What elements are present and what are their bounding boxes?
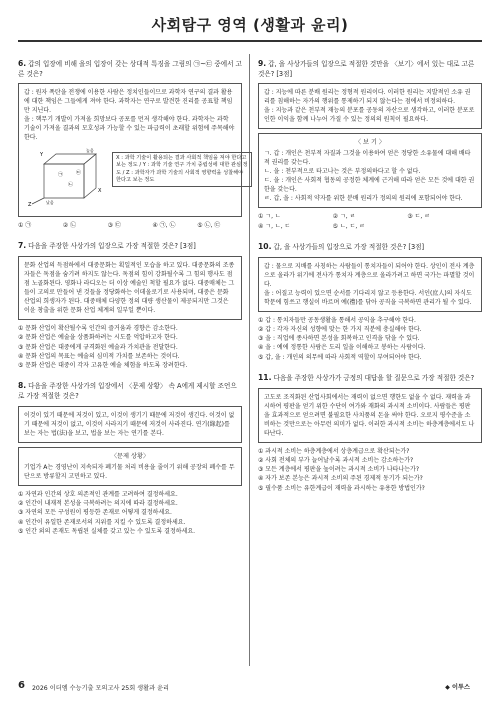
page-number: 6: [18, 680, 25, 691]
bogi-item: ㄱ. 갑 : 개인은 천부적 자질과 그것을 이용하여 얻은 정당한 소유물에 대해 배타적 권리를 갖는다.: [264, 150, 471, 167]
option-1[interactable]: ① 과시적 소비는 하층계층에서 상층계급으로 확산되는가?: [258, 447, 410, 455]
bogi-item: ㄴ. 을 : 천부적으로 타고나는 것은 부정의하다고 할 수 없다.: [264, 168, 421, 176]
page-footer: [0, 676, 500, 702]
passage-gap: 갑 : 지능에 따른 분배 원리는 정형적 원리이다. 이러한 원리는 지발적인 소유 권리를 침해하는 자가의 행위를 통제하기 되지 않는다는 점에서 비정의하다.: [264, 89, 471, 106]
option-2[interactable]: ② 문화 산업은 예술을 상품화하려는 시도를 억압하고자 한다.: [18, 334, 178, 342]
answer-options: [258, 316, 482, 362]
passage-eul: 을 : 핵무기 개발이 가져올 희망보다 공포를 먼저 생각해야 한다. 과학자는 과학 기술이 가져올 결과의 모호성과 가능할 수 있는 파급력이 초래할 위험에 주목해야 한다.: [24, 116, 235, 142]
option-5[interactable]: ⑤ 필수품 소비는 유한계급이 재력을 과시하는 유용한 방법인가?: [258, 484, 425, 492]
page-title: 사회탐구 영역 (생활과 윤리): [151, 16, 349, 34]
axis-label-z: Z: [28, 202, 32, 209]
page-header: [0, 0, 500, 48]
diagram-point-3: ㉢: [76, 170, 82, 177]
question-6: [18, 58, 248, 230]
answer-options: [18, 221, 242, 230]
passage-gap: 갑 : 원자 폭탄을 전쟁에 이용한 사람은 정치인들이므로 과학자 연구의 결과 활용에 대한 책임은 그들에게 져야 한다. 과학자는 연구로 발견한 진리를 공표할 책임만 지닌다.: [24, 89, 233, 115]
axis-label-x: X: [98, 188, 102, 195]
passage-box: [18, 83, 248, 217]
question-number: 6.: [18, 59, 27, 68]
option-2[interactable]: ② 갑 : 각자 자신의 성향에 맞는 한 가지 직분에 충실해야 한다.: [258, 325, 422, 333]
problem-title: 〈문제 상황〉: [110, 452, 150, 460]
diagram-label-low: 낮음: [46, 200, 54, 206]
option-5[interactable]: ⑤ ㉡, ㉢: [197, 222, 221, 230]
option-4[interactable]: ④ ㉠, ㉡: [152, 222, 176, 230]
question-number: 8.: [18, 381, 27, 391]
option-1[interactable]: ① 문화 산업이 확산될수록 인간의 즐거움과 경향은 감소한다.: [18, 324, 178, 332]
option-3[interactable]: ③ ㉢: [107, 222, 121, 230]
answer-options: [258, 447, 482, 493]
option-3[interactable]: ③ 문화 산업은 대중에게 규격화된 예술과 가치관을 전달한다.: [18, 343, 178, 351]
problem-box: [18, 447, 242, 486]
header-rule: [18, 40, 482, 42]
question-9: [258, 58, 482, 231]
option-1[interactable]: ① ㄱ, ㄴ: [258, 213, 281, 221]
question-10: [258, 241, 482, 362]
option-4[interactable]: ④ 문화 산업의 목표는 예술의 심미적 가치를 보존하는 것이다.: [18, 352, 180, 360]
question-number: 10.: [258, 241, 272, 251]
passage-box: [258, 83, 482, 129]
exam-name: 2026 이더엠 수능기출 모의고사 25회 생활과 윤리: [32, 685, 170, 692]
option-5[interactable]: ⑤ ㄴ, ㄷ, ㄹ: [332, 222, 365, 230]
question-7: [18, 240, 242, 370]
option-2[interactable]: ② ㉡: [62, 222, 77, 230]
question-number: 9.: [258, 59, 267, 68]
option-4[interactable]: ④ 을 : 예에 정통한 사람은 도리 일을 이해하고 봉하는 사람이다.: [258, 344, 426, 352]
question-text: 다음을 주장한 사상가의 입장에서 〈문제 상황〉 속 A에게 제시할 조언으로 가장 적절한 것은?: [18, 382, 237, 400]
option-1[interactable]: ① 갑 : 통치자들만 공동생활을 통해서 공익을 추구해야 한다.: [258, 316, 416, 324]
left-column: [18, 58, 248, 546]
cube-diagram: [24, 146, 109, 208]
passage-box: 문화 산업의 득점하에서 대중문화는 획일적인 모습을 하고 있다. 대중문화의 조종자들은 독점을 숨기려 하지도 않는다. 독점의 힘이 강화될수록 그 힘의 행사도 점점 노골화된다. 영화나 라디오는 더 이상 예술인 척할 필요가 없다. 대중매체는 그들이 고의로 만들어 낸 것들을 정당화하는 이데올로기로 사용되며, 대중은 문화 산업의 희생자가 된다. 대중매체 다양한 정의 대량 생산물이 제공되지만 그것은 이윤 창출을 위한 문화 산업 체계의 일부일 뿐이다.: [18, 256, 242, 320]
right-column: [258, 58, 482, 503]
passage-box: 고도로 조직화된 산업사회에서는 재력이 없으면 행한도 없을 수 없다. 재력을 과시하여 평판을 얻기 위한 수단이 여가와 재화의 과시적 소비이다. 사람들은 평판을 효과적으로 얻으려면 불필요한 사치품의 돈을 써야 한다. 오로지 평수준을 소비하는 것만으로는 아무런 의미가 없다. 이러한 과시적 소비는 하층계층에서도 나타난다.: [258, 388, 482, 443]
option-4[interactable]: ④ 인간이 유일한 존재로서의 지위를 지킬 수 있도록 결정하세요.: [18, 518, 186, 526]
passage-box: [258, 257, 482, 312]
answer-options: [258, 212, 482, 231]
option-3[interactable]: ③ ㄷ, ㄹ: [407, 213, 431, 221]
question-text: 다음을 주장한 사상가의 입장으로 가장 적절한 것은? [3점]: [28, 242, 196, 251]
question-11: [258, 372, 482, 493]
option-2[interactable]: ② 인간이 내재적 본성을 극복하려는 의지에 따라 결정하세요.: [18, 500, 178, 508]
diagram-legend: X : 과학 기술이 활용되는 결과 사회적 책임을 져야 한다고 보는 정도 / Y : 과학 기술 연구 가치 중립성에 대한 관심 정도 / Z : 과학자가 과학 기술의 사회적 영향력을 성찰해야 한다고 보는 정도: [112, 152, 252, 187]
bogi-title: 〈 보 기 〉: [354, 139, 386, 147]
axis-label-y: Y: [40, 152, 44, 159]
diagram-point-2: ㉡: [68, 182, 74, 189]
option-3[interactable]: ③ 을 : 직업에 종사하면 본성을 회복하고 인격을 닦을 수 있다.: [258, 335, 420, 343]
option-3[interactable]: ③ 자연의 모든 구성원이 평등한 존재로 어떻게 결정하세요.: [18, 509, 172, 517]
passage-gap: 갑 : 물으로 지배를 사칭하는 사람들이 통치자들이 되어야 한다. 상인이 전사 계층으로 올라가 위기에 전사가 통치자 계층으로 올라가려고 하면 국가는 파멸할 것이다.: [264, 262, 475, 288]
passage-eul: 을 : 지능과 같은 천부적 재능의 분포를 공동의 자산으로 생각하고, 이러한 분포로 인한 이익을 함께 나누어 가질 수 있는 정의의 원칙이 필요하다.: [264, 107, 475, 124]
question-8: [18, 380, 242, 536]
bogi-item: ㄹ. 갑, 을 : 사회적 약자를 위한 분배 원리가 정의의 원리에 포함되어야 한다.: [264, 195, 463, 203]
brand-logo: ◆ 이투스: [445, 684, 470, 691]
bogi-box: [258, 133, 482, 208]
option-1[interactable]: ① 자연과 인간의 상호 의존적인 관계를 고려하여 결정하세요.: [18, 490, 178, 498]
problem-text: 기업가 A는 경영난이 지속되자 폐기물 처리 비용을 줄이기 위해 공장의 폐수를 무단으로 방류할지 고민하고 있다.: [24, 463, 235, 480]
passage-box: 이것이 있기 때문에 저것이 있고, 이것이 생기기 때문에 저것이 생긴다. 이것이 없기 때문에 저것이 없고, 이것이 사라지기 때문에 저것이 사라진다. 연기(緣起)를 보는 자는 법(法)을 보고, 법을 보는 자는 연기를 본다.: [18, 406, 242, 443]
question-text: 갑의 입장에 비해 을의 입장이 갖는 상대적 특징을 그림의 ㉠~㉢ 중에서 고른 것은?: [18, 60, 242, 78]
question-text: 갑, 을 사상가들의 입장으로 적절한 것만을 〈보기〉에서 있는 대로 고른 것은? [3점]: [258, 60, 475, 78]
question-text: 다음을 주장한 사상가가 긍정의 대답을 할 질문으로 가장 적절한 것은?: [273, 374, 475, 383]
answer-options: [18, 324, 242, 370]
passage-eul: 을 : 어질고 능력이 있으면 순서를 기다리지 않고 등용한다. 서인(庶人)의 자식도 학문에 힘쓰고 행실이 바르며 예(禮)를 닦아 공직을 극복하면 관리가 될 수 있다.: [264, 289, 472, 306]
diagram: [24, 146, 248, 209]
answer-options: [18, 490, 242, 536]
option-5[interactable]: ⑤ 갑, 을 : 개인의 의무에 따라 사회적 역할이 부여되어야 한다.: [258, 353, 422, 361]
option-3[interactable]: ③ 모든 계층에서 평판을 높이려는 과시적 소비가 나타나는가?: [258, 466, 420, 474]
option-2[interactable]: ② 사회 전체의 부가 늘어날수록 과시적 소비는 감소하는가?: [258, 456, 414, 464]
bogi-item: ㄷ. 을 : 개인은 사회적 협동의 공정한 체계에 근거해 따라 얻은 모든 것에 대한 권한을 갖는다.: [264, 177, 475, 194]
question-number: 11.: [258, 373, 272, 383]
question-number: 7.: [18, 241, 27, 251]
diagram-point-1: ㉠: [58, 172, 64, 179]
option-1[interactable]: ① ㉠: [18, 222, 32, 230]
option-2[interactable]: ② ㄱ, ㄹ: [332, 213, 356, 221]
option-4[interactable]: ④ 자가 보존 본능은 과시적 소비의 주된 경제적 동기가 되는가?: [258, 475, 423, 483]
column-divider: [249, 54, 250, 666]
option-5[interactable]: ⑤ 인간 외의 존재도 독립된 실체를 갖고 있는 수 있도록 결정하세요.: [18, 528, 196, 535]
question-text: 갑, 을 사상가들의 입장으로 가장 적절한 것은? [3점]: [273, 242, 425, 251]
option-4[interactable]: ④ ㄱ, ㄴ, ㄷ: [258, 222, 291, 230]
diagram-label-high: 높음: [86, 148, 94, 154]
option-5[interactable]: ⑤ 문화 산업은 대중이 각자 고유한 예술 체험을 하도록 장려한다.: [18, 362, 188, 370]
